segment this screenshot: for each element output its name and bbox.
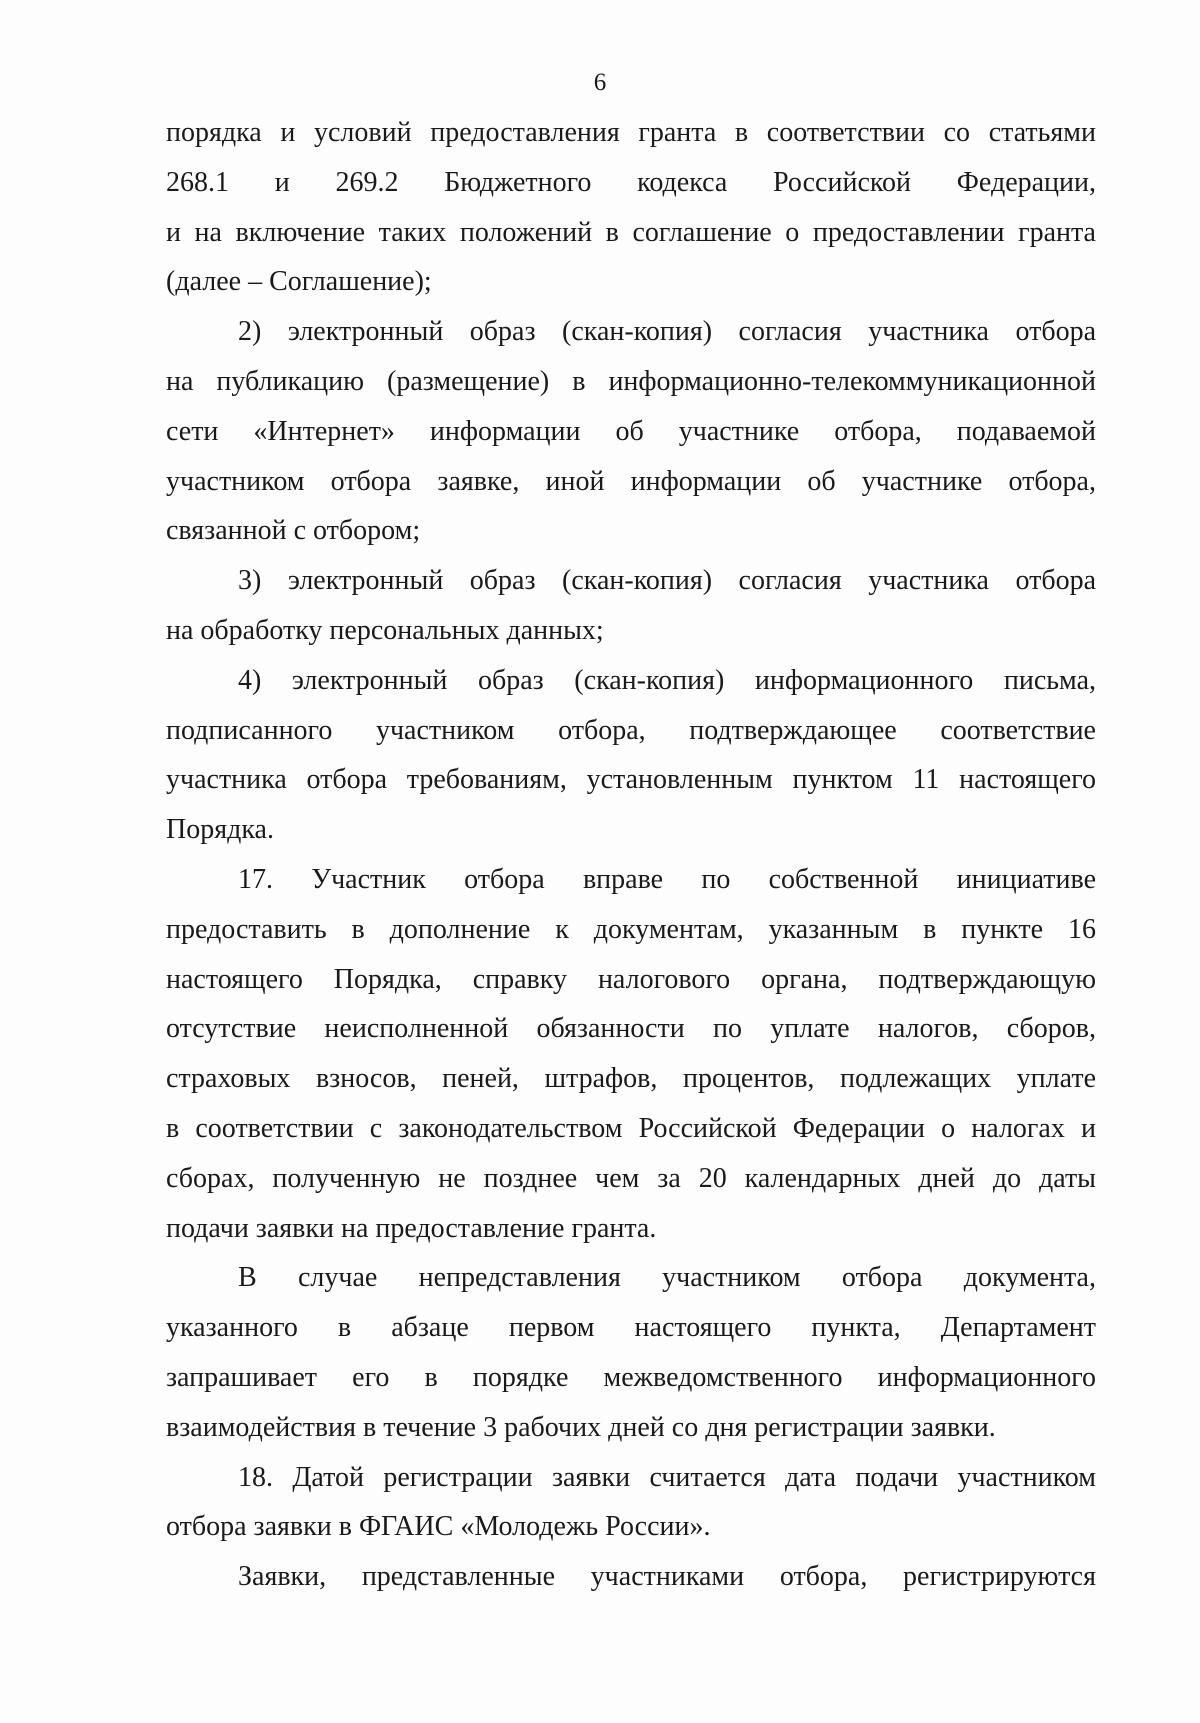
text-line: на обработку персональных данных; (166, 614, 604, 646)
text-line: запрашивает его в порядке межведомственного информационного (166, 1361, 1096, 1393)
text-line: 2) электронный образ (скан-копия) согласия участника отбора (238, 316, 1096, 348)
text-line: участником отбора заявке, иной информации об участнике отбора, (166, 465, 1096, 497)
text-line: связанной с отбором; (166, 515, 421, 547)
text-line: В случае непредставления участником отбора документа, (238, 1262, 1096, 1294)
text-line: Порядка. (166, 814, 274, 846)
text-line: 17. Участник отбора вправе по собственной инициативе (238, 863, 1096, 895)
text-line: на публикацию (размещение) в информационно-телекоммуникационной (166, 365, 1096, 397)
paragraph-item-3 (166, 556, 1096, 656)
paragraph-clause-18 (166, 1453, 1096, 1553)
paragraph-clause-17 (166, 855, 1096, 1253)
text-line: подачи заявки на предоставление гранта. (166, 1212, 657, 1244)
paragraph-clause-17-second (166, 1253, 1096, 1452)
text-line: настоящего Порядка, справку налогового органа, подтверждающую (166, 963, 1096, 995)
text-line: указанного в абзаце первом настоящего пункта, Департамент (166, 1312, 1096, 1344)
text-line: отбора заявки в ФГАИС «Молодежь России». (166, 1511, 711, 1543)
text-line: отсутствие неисполненной обязанности по уплате налогов, сборов, (166, 1013, 1096, 1045)
text-line: сети «Интернет» информации об участнике отбора, подаваемой (166, 415, 1096, 447)
text-line: 268.1 и 269.2 Бюджетного кодекса Российской Федерации, (166, 166, 1096, 198)
document-body (166, 108, 1096, 1602)
text-line: участника отбора требованиям, установленным пунктом 11 настоящего (166, 764, 1096, 796)
paragraph-continuation (166, 108, 1096, 307)
text-line: взаимодействия в течение 3 рабочих дней со дня регистрации заявки. (166, 1411, 996, 1443)
text-line: (далее – Соглашение); (166, 266, 432, 298)
paragraph-item-4 (166, 656, 1096, 855)
paragraph-clause-18-second (166, 1552, 1096, 1602)
text-line: предоставить в дополнение к документам, указанным в пункте 16 (166, 913, 1096, 945)
page-number: 6 (593, 69, 607, 96)
text-line: и на включение таких положений в соглашение о предоставлении гранта (166, 216, 1096, 248)
text-line: 4) электронный образ (скан-копия) информационного письма, (238, 664, 1096, 696)
text-line: 3) электронный образ (скан-копия) согласия участника отбора (238, 565, 1096, 597)
text-line: 18. Датой регистрации заявки считается дата подачи участником (238, 1461, 1096, 1493)
text-line: в соответствии с законодательством Российской Федерации о налогах и (166, 1112, 1096, 1144)
text-line: порядка и условий предоставления гранта в соответствии со статьями (166, 117, 1096, 148)
paragraph-item-2 (166, 307, 1096, 556)
text-line: страховых взносов, пеней, штрафов, процентов, подлежащих уплате (166, 1063, 1096, 1095)
text-line: сборах, полученную не позднее чем за 20 календарных дней до даты (166, 1162, 1096, 1194)
text-line: Заявки, представленные участниками отбора, регистрируются (238, 1561, 1096, 1593)
text-line: подписанного участником отбора, подтверждающее соответствие (166, 714, 1096, 746)
